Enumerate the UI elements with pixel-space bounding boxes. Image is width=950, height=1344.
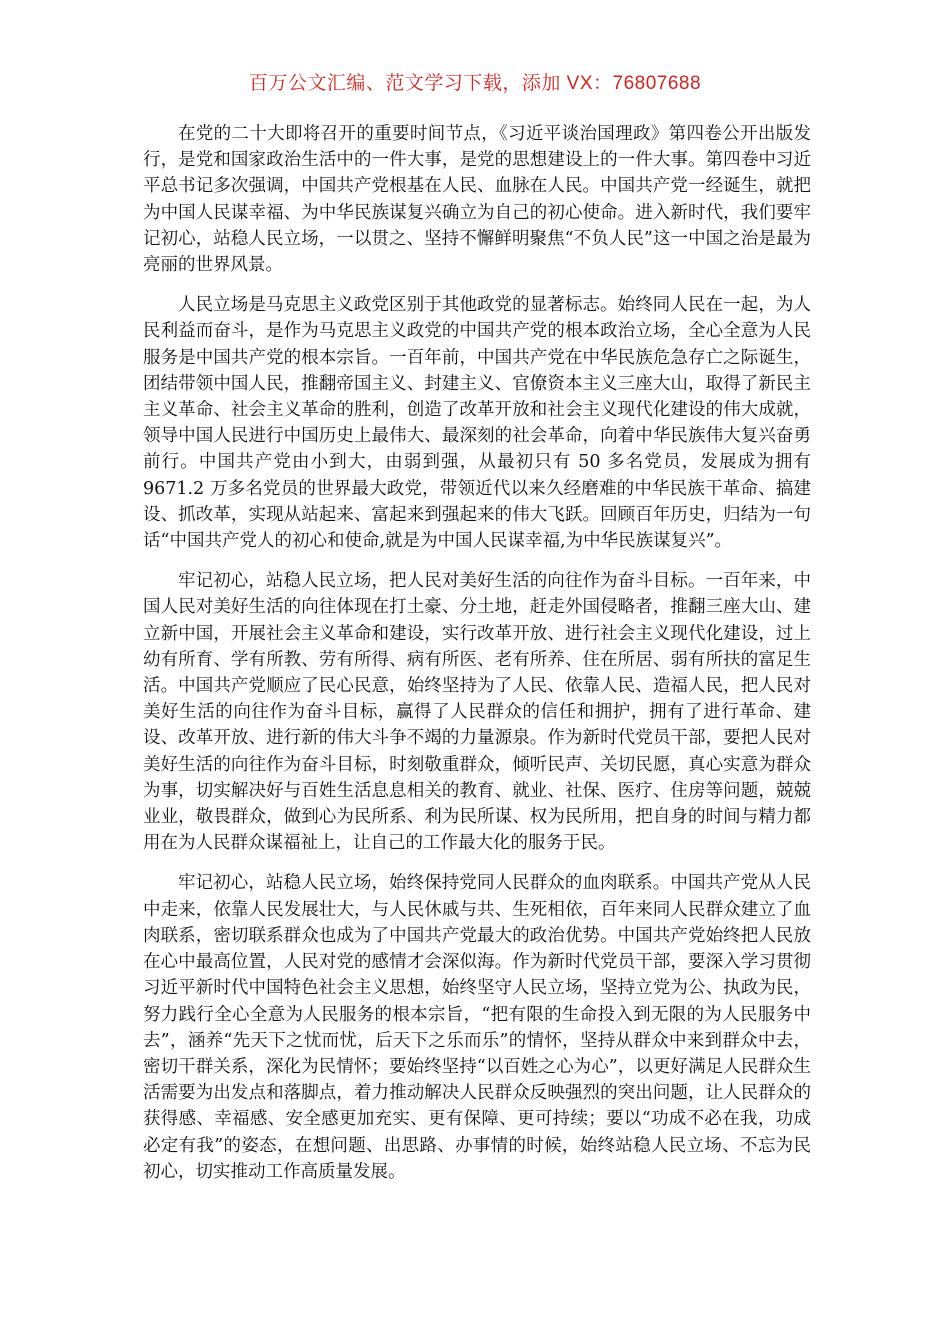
- watermark-header: 百万公文汇编、范文学习下载，添加 VX：76807688: [248, 73, 702, 94]
- article-body: [143, 121, 811, 1199]
- paragraph-3: 牢记初心，站稳人民立场，把人民对美好生活的向往作为奋斗目标。一百年来，中国人民对美好生活的向往体现在打土豪、分土地，赶走外国侵略者，推翻三座大山、建立新中国，开展社会主义革命和建设，实行改革开放、进行社会主义现代化建设，过上幼有所育、学有所教、劳有所得、病有所医、老有所养、住在所居、弱有所扶的富足生活。中国共产党顺应了民心民意，始终坚持为了人民、依靠人民、造福人民，把人民对美好生活的向往作为奋斗目标，赢得了人民群众的信任和拥护，拥有了进行革命、建设、改革开放、进行新的伟大斗争不竭的力量源泉。作为新时代党员干部，要把人民对美好生活的向往作为奋斗目标，时刻敬重群众，倾听民声、关切民愿，真心实意为群众为事，切实解决好与百姓生活息息相关的教育、就业、社保、医疗、住房等问题，兢兢业业，敬畏群众，做到心为民所系、利为民所谋、权为民所用，把自身的时间与精力都用在为人民群众谋福祉上，让自己的工作最大化的服务于民。: [143, 571, 811, 854]
- paragraph-4: 牢记初心，站稳人民立场，始终保持党同人民群众的血肉联系。中国共产党从人民中走来，依靠人民发展壮大，与人民休戚与共、生死相依，百年来同人民群众建立了血肉联系，密切联系群众也成为了中国共产党最大的政治优势。中国共产党始终把人民放在心中最高位置，人民对党的感情才会深似海。作为新时代党员干部，要深入学习贯彻习近平新时代中国特色社会主义思想，始终坚守人民立场，坚持立党为公、执政为民，努力践行全心全意为人民服务的根本宗旨，“把有限的生命投入到无限的为人民服务中去”，涵养“先天下之忧而忧，后天下之乐而乐”的情怀，坚持从群众中来到群众中去，密切干群关系，深化为民情怀；要始终坚持“以百姓之心为心”，以更好满足人民群众生活需要为出发点和落脚点，着力推动解决人民群众反映强烈的突出问题，让人民群众的获得感、幸福感、安全感更加充实、更有保障、更可持续；要以“功成不必在我，功成必定有我”的姿态，在想问题、出思路、办事情的时候，始终站稳人民立场、不忘为民初心，切实推动工作高质量发展。: [143, 873, 811, 1182]
- paragraph-2: 人民立场是马克思主义政党区别于其他政党的显著标志。始终同人民在一起，为人民利益而奋斗，是作为马克思主义政党的中国共产党的根本政治立场，全心全意为人民服务是中国共产党的根本宗旨。一百年前，中国共产党在中华民族危急存亡之际诞生，团结带领中国人民，推翻帝国主义、封建主义、官僚资本主义三座大山，取得了新民主主义革命、社会主义革命的胜利，创造了改革开放和社会主义现代化建设的伟大成就，领导中国人民进行中国历史上最伟大、最深刻的社会革命，向着中华民族伟大复兴奋勇前行。中国共产党由小到大，由弱到强，从最初只有 50 多名党员，发展成为拥有 9671.2 万多名党员的世界最大政党，带领近代以来久经磨难的中华民族干革命、搞建设、抓改革，实现从站起来、富起来到强起来的伟大飞跃。回顾百年历史，归结为一句话“中国共产党人的初心和使命,就是为中国人民谋幸福,为中华民族谋复兴”。: [143, 295, 811, 552]
- paragraph-1: 在党的二十大即将召开的重要时间节点，《习近平谈治国理政》第四卷公开出版发行，是党和国家政治生活中的一件大事，是党的思想建设上的一件大事。第四卷中习近平总书记多次强调，中国共产党根基在人民、血脉在人民。中国共产党一经诞生，就把为中国人民谋幸福、为中华民族谋复兴确立为自己的初心使命。进入新时代，我们要牢记初心，站稳人民立场，一以贯之、坚持不懈鲜明聚焦“不负人民”这一中国之治是最为亮丽的世界风景。: [143, 124, 811, 276]
